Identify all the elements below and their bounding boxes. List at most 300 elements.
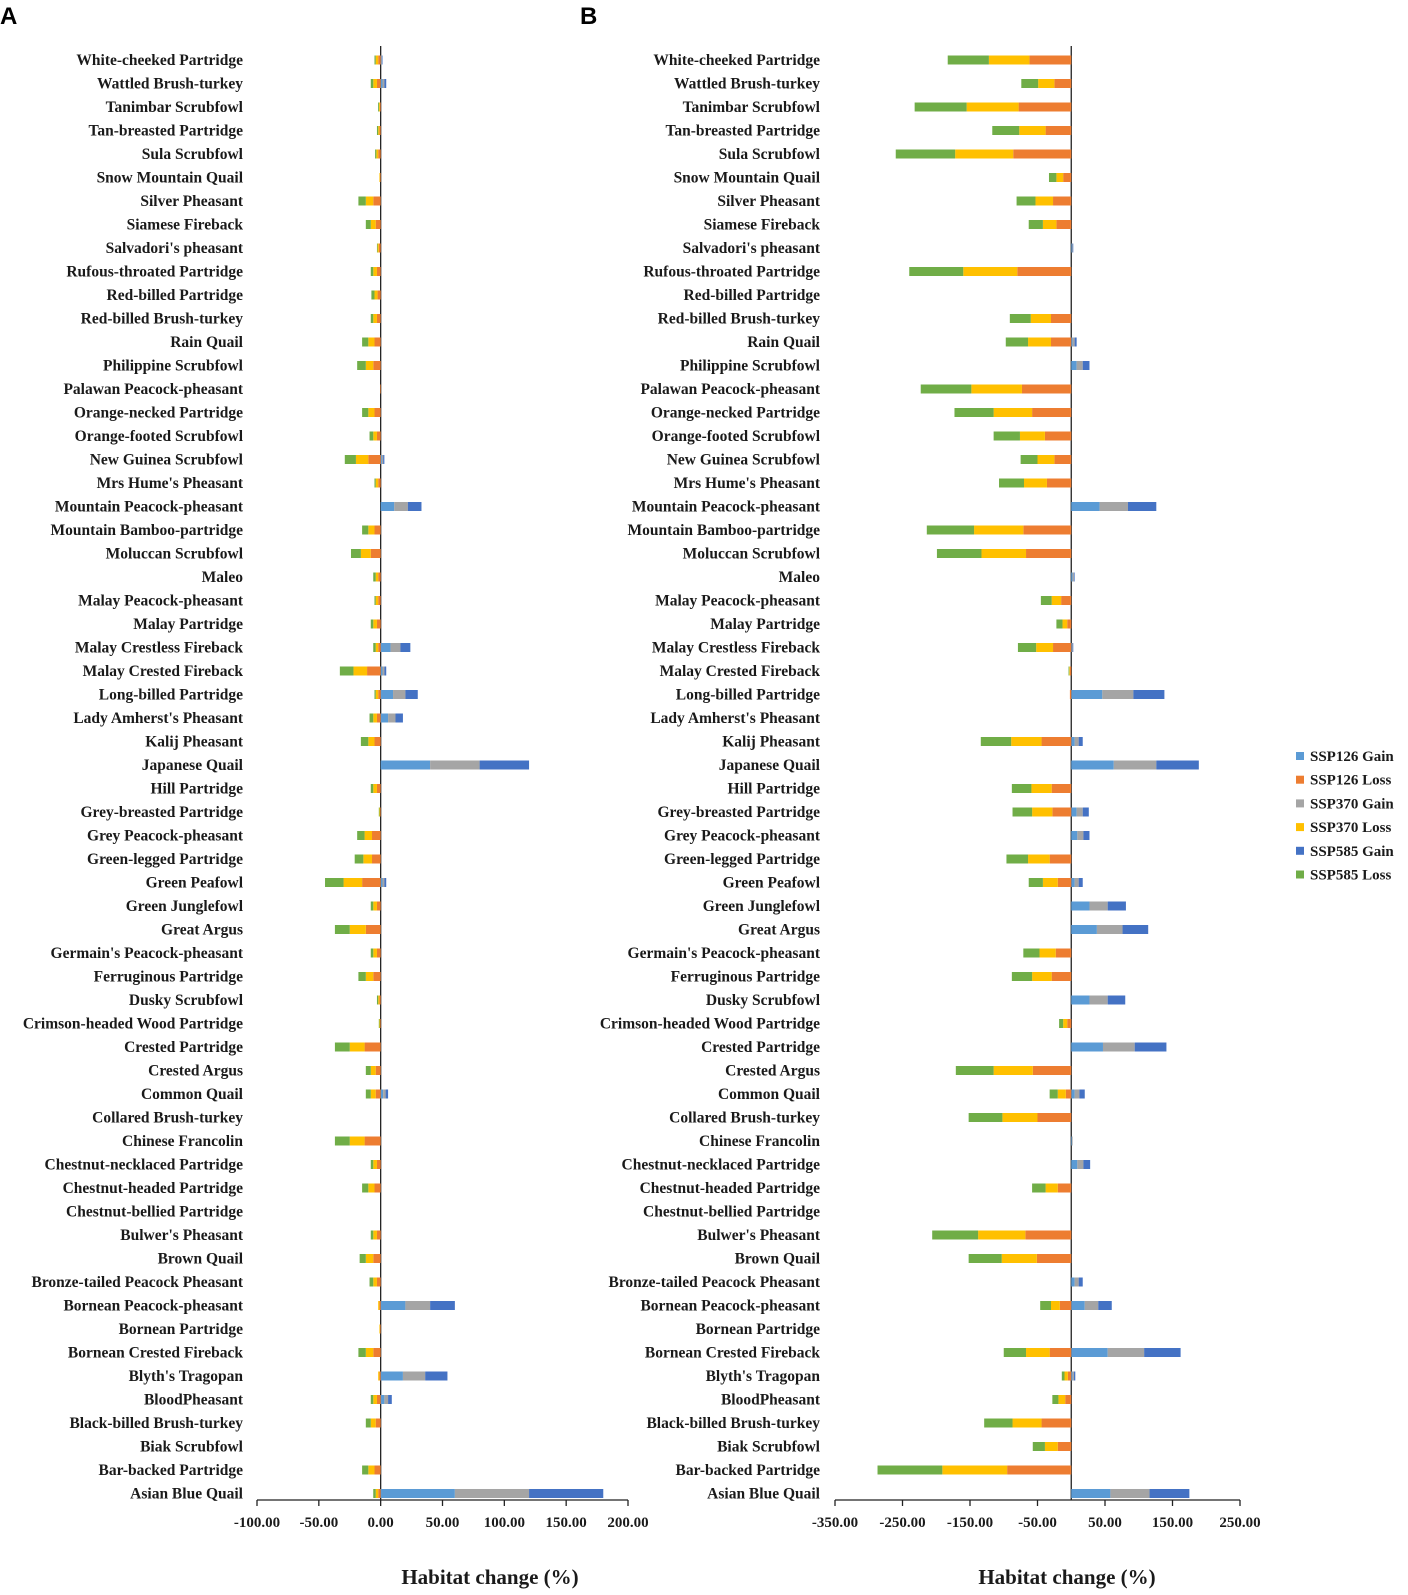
- category-label: Kalij Pheasant: [722, 733, 820, 751]
- category-label: Hill Partridge: [727, 780, 820, 798]
- bar-segment-ssp126-loss: [379, 126, 380, 135]
- bar-segment-ssp585-gain: [382, 56, 383, 65]
- bar-segment-ssp585-loss: [358, 197, 365, 206]
- bar-segment-ssp126-loss: [1037, 1254, 1071, 1263]
- bar-segment-ssp126-gain: [381, 878, 383, 887]
- category-label: Bulwer's Pheasant: [120, 1227, 243, 1244]
- category-label: Sula Scrubfowl: [141, 146, 243, 163]
- bar-segment-ssp126-gain: [1071, 643, 1072, 652]
- bar-segment-ssp585-loss: [1021, 455, 1038, 464]
- bar-segment-ssp370-loss: [378, 126, 379, 135]
- bar-segment-ssp370-loss: [350, 1043, 365, 1052]
- bar-segment-ssp126-gain: [1071, 878, 1074, 887]
- bar-segment-ssp585-loss: [360, 1254, 366, 1263]
- category-label: Bar-backed Partridge: [98, 1462, 243, 1479]
- bar-segment-ssp585-gain: [425, 1372, 447, 1381]
- bar-segment-ssp370-loss: [368, 338, 374, 347]
- bar-segment-ssp585-loss: [954, 408, 993, 417]
- category-label: Grey Peacock-pheasant: [87, 827, 243, 845]
- category-label: Malay Crestless Fireback: [74, 639, 243, 657]
- bar-segment-ssp370-gain: [1075, 1090, 1080, 1099]
- bar-segment-ssp585-gain: [388, 1395, 392, 1404]
- bar-segment-ssp126-loss: [1065, 1395, 1071, 1404]
- bar-segment-ssp370-loss: [974, 526, 1023, 535]
- category-label: Crimson-headed Wood Partridge: [22, 1015, 243, 1033]
- category-label: Green Junglefowl: [125, 898, 243, 915]
- bar-segment-ssp370-loss: [1028, 338, 1051, 347]
- x-tick-label: -150.00: [946, 1515, 994, 1531]
- bar-segment-ssp585-gain: [1079, 878, 1083, 887]
- bar-segment-ssp370-gain: [384, 1395, 388, 1404]
- category-label: Chestnut-bellied Partridge: [66, 1203, 243, 1221]
- bar-segment-ssp126-gain: [1071, 808, 1076, 817]
- bar-segment-ssp585-gain: [1128, 502, 1156, 511]
- category-label: Chestnut-headed Partridge: [62, 1180, 243, 1197]
- category-label: Moluccan Scrubfowl: [682, 545, 820, 563]
- bar-segment-ssp585-loss: [366, 1066, 371, 1075]
- bar-segment-ssp370-loss: [1040, 949, 1056, 958]
- category-label: Grey-breasted Partridge: [80, 804, 243, 821]
- bar-segment-ssp370-loss: [376, 690, 378, 699]
- bar-segment-ssp585-loss: [335, 1137, 350, 1146]
- bar-segment-ssp126-loss: [379, 1301, 380, 1310]
- bar-segment-ssp126-loss: [1025, 1231, 1071, 1240]
- bar-segment-ssp126-gain: [1071, 338, 1072, 347]
- bar-segment-ssp370-loss: [373, 620, 377, 629]
- category-label: Siamese Fireback: [703, 216, 820, 234]
- bar-segment-ssp585-gain: [1075, 338, 1077, 347]
- bar-segment-ssp585-loss: [948, 56, 989, 65]
- bar-segment-ssp126-loss: [378, 479, 380, 488]
- bar-segment-ssp585-loss: [1018, 643, 1036, 652]
- bar-segment-ssp370-loss: [379, 173, 380, 182]
- category-label: Bronze-tailed Peacock Pheasant: [31, 1274, 243, 1291]
- bar-segment-ssp370-loss: [942, 1466, 1007, 1475]
- bar-segment-ssp126-loss: [374, 526, 380, 535]
- bar-segment-ssp126-gain: [1071, 502, 1099, 511]
- category-label: Chinese Francolin: [122, 1133, 243, 1150]
- bar-segment-ssp585-gain: [1098, 1301, 1112, 1310]
- bar-segment-ssp370-loss: [1035, 197, 1053, 206]
- bar-segment-ssp370-gain: [1089, 902, 1107, 911]
- panel-b-chart: [580, 3, 1261, 1589]
- bar-segment-ssp585-loss: [371, 620, 373, 629]
- bar-segment-ssp370-gain: [1072, 1137, 1073, 1146]
- category-label: Long-billed Partridge: [675, 686, 820, 704]
- bar-segment-ssp370-loss: [963, 267, 1017, 276]
- bar-segment-ssp370-loss: [371, 1066, 376, 1075]
- bar-segment-ssp370-gain: [382, 455, 383, 464]
- bar-segment-ssp585-loss: [1012, 784, 1032, 793]
- bar-segment-ssp126-loss: [377, 1160, 381, 1169]
- bar-segment-ssp585-gain: [1083, 361, 1090, 370]
- bar-segment-ssp126-loss: [1052, 808, 1071, 817]
- bar-segment-ssp585-gain: [1150, 1489, 1190, 1498]
- bar-segment-ssp126-loss: [1068, 1372, 1071, 1381]
- category-label: Wattled Brush-turkey: [97, 75, 243, 93]
- legend-label: SSP585 Loss: [1310, 867, 1392, 884]
- bar-segment-ssp126-loss: [1060, 1301, 1071, 1310]
- bar-segment-ssp126-gain: [381, 56, 382, 65]
- bar-segment-ssp585-loss: [371, 79, 373, 88]
- bar-segment-ssp370-loss: [376, 150, 378, 159]
- bar-segment-ssp370-loss: [373, 79, 377, 88]
- x-tick-label: 50.00: [1088, 1515, 1122, 1531]
- bar-segment-ssp370-loss: [373, 1160, 377, 1169]
- x-tick-label: 50.00: [425, 1515, 460, 1531]
- category-label: BloodPheasant: [143, 1391, 243, 1409]
- bar-segment-ssp585-gain: [396, 714, 403, 723]
- category-label: Great Argus: [738, 921, 820, 939]
- bar-segment-ssp585-loss: [371, 1395, 373, 1404]
- category-label: Bornean Peacock-pheasant: [640, 1297, 820, 1315]
- bar-segment-ssp370-loss: [371, 220, 376, 229]
- bar-segment-ssp370-loss: [955, 150, 1013, 159]
- bar-segment-ssp126-gain: [1071, 902, 1089, 911]
- bar-segment-ssp126-loss: [1026, 549, 1071, 558]
- bar-segment-ssp370-loss: [1051, 1301, 1060, 1310]
- bar-segment-ssp126-loss: [378, 150, 380, 159]
- x-tick-label: 150.00: [1151, 1515, 1194, 1531]
- bar-segment-ssp370-loss: [379, 1325, 380, 1334]
- panel-letter: A: [0, 3, 18, 30]
- category-label: Sula Scrubfowl: [718, 146, 820, 163]
- bar-segment-ssp126-loss: [377, 432, 381, 441]
- bar-segment-ssp370-loss: [373, 1231, 377, 1240]
- bar-segment-ssp585-loss: [375, 150, 376, 159]
- category-label: Ferruginous Partridge: [670, 968, 820, 986]
- bar-segment-ssp370-loss: [1063, 1019, 1067, 1028]
- legend-swatch: [1296, 823, 1304, 831]
- bar-segment-ssp585-loss: [366, 1090, 371, 1099]
- bar-segment-ssp370-loss: [378, 1372, 379, 1381]
- bar-segment-ssp585-gain: [430, 1301, 455, 1310]
- category-label: Green-legged Partridge: [87, 851, 243, 868]
- category-label: Grey Peacock-pheasant: [664, 827, 820, 845]
- bar-segment-ssp126-loss: [373, 1348, 380, 1357]
- category-label: Germain's Peacock-pheasant: [627, 945, 820, 962]
- bar-segment-ssp126-loss: [374, 1184, 380, 1193]
- bar-segment-ssp126-gain: [381, 761, 430, 770]
- category-label: Black-billed Brush-turkey: [69, 1415, 243, 1432]
- bar-segment-ssp126-loss: [1023, 526, 1071, 535]
- bar-segment-ssp126-loss: [1042, 1419, 1072, 1428]
- bar-segment-ssp585-loss: [366, 1419, 371, 1428]
- category-label: Germain's Peacock-pheasant: [50, 945, 243, 962]
- bar-segment-ssp126-loss: [377, 1231, 381, 1240]
- bar-segment-ssp370-loss: [366, 1348, 373, 1357]
- category-label: Tanimbar Scrubfowl: [682, 99, 820, 116]
- bar-segment-ssp126-loss: [1056, 220, 1071, 229]
- bar-segment-ssp126-gain: [381, 455, 382, 464]
- bar-segment-ssp126-loss: [378, 690, 380, 699]
- category-label: Lady Amherst's Pheasant: [650, 710, 820, 727]
- bar-segment-ssp126-loss: [1045, 432, 1071, 441]
- bar-segment-ssp585-loss: [345, 455, 356, 464]
- bar-segment-ssp126-loss: [1022, 385, 1071, 394]
- category-label: New Guinea Scrubfowl: [89, 451, 243, 469]
- x-tick-label: -350.00: [811, 1515, 859, 1531]
- legend-label: SSP126 Gain: [1310, 749, 1394, 765]
- bar-segment-ssp370-loss: [967, 103, 1019, 112]
- bar-segment-ssp585-gain: [529, 1489, 603, 1498]
- bar-segment-ssp585-loss: [371, 1160, 373, 1169]
- x-tick-label: 0.00: [367, 1515, 394, 1531]
- bar-segment-ssp126-gain: [381, 1301, 406, 1310]
- bar-segment-ssp370-gain: [1110, 1489, 1149, 1498]
- category-label: Asian Blue Quail: [707, 1485, 820, 1503]
- bar-segment-ssp370-gain: [1077, 361, 1083, 370]
- bar-segment-ssp370-loss: [1043, 878, 1058, 887]
- bar-segment-ssp585-loss: [335, 925, 350, 934]
- category-label: Chestnut-necklaced Partridge: [44, 1156, 243, 1174]
- bar-segment-ssp370-loss: [376, 596, 378, 605]
- bar-segment-ssp126-loss: [378, 573, 380, 582]
- bar-segment-ssp585-loss: [351, 549, 361, 558]
- bar-segment-ssp585-loss: [878, 1466, 943, 1475]
- bar-segment-ssp126-loss: [1051, 314, 1071, 323]
- bar-segment-ssp126-loss: [366, 925, 381, 934]
- bar-segment-ssp370-gain: [381, 56, 382, 65]
- bar-segment-ssp126-loss: [377, 267, 381, 276]
- category-label: Crested Partridge: [701, 1039, 820, 1056]
- bar-segment-ssp585-loss: [1040, 1301, 1051, 1310]
- bar-segment-ssp370-loss: [376, 643, 378, 652]
- bar-segment-ssp370-loss: [1038, 79, 1054, 88]
- bar-segment-ssp585-loss: [335, 1043, 350, 1052]
- category-label: Biak Scrubfowl: [717, 1438, 820, 1456]
- bar-segment-ssp370-loss: [350, 1137, 365, 1146]
- bar-segment-ssp126-loss: [1053, 643, 1071, 652]
- bar-segment-ssp126-loss: [378, 56, 380, 65]
- category-label: Philippine Scrubfowl: [680, 357, 820, 375]
- bar-segment-ssp370-loss: [378, 244, 379, 253]
- bar-segment-ssp370-loss: [1031, 784, 1051, 793]
- bar-segment-ssp585-loss: [340, 667, 354, 676]
- category-label: Moluccan Scrubfowl: [105, 545, 243, 563]
- bar-segment-ssp370-gain: [455, 1489, 529, 1498]
- bar-segment-ssp370-loss: [363, 855, 372, 864]
- bar-segment-ssp126-loss: [1050, 855, 1072, 864]
- bar-segment-ssp126-gain: [1071, 831, 1077, 840]
- bar-segment-ssp585-loss: [1006, 338, 1028, 347]
- category-label: Collared Brush-turkey: [92, 1109, 243, 1127]
- legend-swatch: [1296, 752, 1304, 760]
- bar-segment-ssp126-gain: [1071, 1043, 1103, 1052]
- legend-swatch: [1296, 871, 1304, 879]
- bar-segment-ssp585-loss: [969, 1113, 1003, 1122]
- bar-segment-ssp126-loss: [378, 643, 380, 652]
- bar-segment-ssp126-loss: [1052, 784, 1072, 793]
- bar-segment-ssp126-loss: [379, 244, 381, 253]
- category-label: Red-billed Partridge: [106, 287, 243, 304]
- bar-segment-ssp370-gain: [1103, 1043, 1135, 1052]
- bar-segment-ssp370-loss: [1031, 314, 1051, 323]
- bar-segment-ssp585-loss: [371, 902, 373, 911]
- bar-segment-ssp370-loss: [373, 1278, 377, 1287]
- bar-segment-ssp585-loss: [1052, 1395, 1058, 1404]
- bar-segment-ssp370-loss: [978, 1231, 1025, 1240]
- bar-segment-ssp126-gain: [1071, 361, 1076, 370]
- bar-segment-ssp585-gain: [1123, 925, 1149, 934]
- bar-segment-ssp126-loss: [378, 596, 380, 605]
- bar-segment-ssp370-gain: [383, 667, 385, 676]
- bar-segment-ssp370-gain: [1075, 737, 1079, 746]
- bar-segment-ssp126-loss: [377, 314, 381, 323]
- category-label: Asian Blue Quail: [130, 1485, 243, 1503]
- bar-segment-ssp370-loss: [994, 1066, 1033, 1075]
- bar-segment-ssp585-gain: [1074, 1372, 1075, 1381]
- bar-segment-ssp370-gain: [430, 761, 479, 770]
- bar-segment-ssp126-loss: [380, 103, 381, 112]
- category-label: Siamese Fireback: [126, 216, 243, 234]
- bar-segment-ssp585-loss: [370, 432, 374, 441]
- category-label: Rufous-throated Partridge: [643, 263, 820, 281]
- bar-segment-ssp585-loss: [358, 972, 365, 981]
- bar-segment-ssp126-loss: [1058, 1184, 1072, 1193]
- bar-segment-ssp585-loss: [932, 1231, 978, 1240]
- bar-segment-ssp585-gain: [1083, 808, 1089, 817]
- bar-segment-ssp126-loss: [1032, 408, 1071, 417]
- bar-segment-ssp585-gain: [1108, 902, 1126, 911]
- bar-segment-ssp126-loss: [1038, 1113, 1072, 1122]
- bar-segment-ssp126-loss: [1019, 103, 1072, 112]
- bar-segment-ssp126-loss: [376, 220, 381, 229]
- category-label: Snow Mountain Quail: [96, 169, 243, 187]
- x-tick-label: 250.00: [1219, 1515, 1261, 1531]
- bar-segment-ssp126-gain: [1071, 925, 1097, 934]
- bar-segment-ssp126-loss: [1042, 737, 1072, 746]
- category-label: Malay Partridge: [710, 616, 820, 633]
- bar-segment-ssp370-loss: [368, 737, 374, 746]
- bar-segment-ssp370-gain: [1100, 502, 1128, 511]
- category-label: Mrs Hume's Pheasant: [96, 475, 243, 492]
- bar-segment-ssp126-loss: [377, 714, 381, 723]
- bar-segment-ssp585-loss: [374, 479, 375, 488]
- category-label: Common Quail: [717, 1086, 820, 1103]
- bar-segment-ssp126-loss: [1054, 455, 1071, 464]
- category-label: Great Argus: [161, 921, 243, 939]
- legend-label: SSP370 Loss: [1310, 820, 1392, 837]
- x-tick-label: -100.00: [233, 1515, 281, 1531]
- bar-segment-ssp370-loss: [1038, 455, 1055, 464]
- bar-segment-ssp370-loss: [368, 408, 374, 417]
- category-label: Japanese Quail: [718, 757, 820, 774]
- bar-segment-ssp370-loss: [373, 1395, 377, 1404]
- category-label: Philippine Scrubfowl: [103, 357, 243, 375]
- category-label: Salvadori's pheasant: [682, 240, 820, 257]
- category-label: Biak Scrubfowl: [140, 1438, 243, 1456]
- bar-segment-ssp126-gain: [1071, 244, 1072, 253]
- bar-segment-ssp585-loss: [370, 1278, 374, 1287]
- bar-segment-ssp370-loss: [1052, 596, 1061, 605]
- legend-label: SSP585 Gain: [1310, 843, 1394, 860]
- bar-segment-ssp370-loss: [1028, 855, 1050, 864]
- bar-segment-ssp126-gain: [381, 667, 383, 676]
- x-tick-label: 200.00: [607, 1515, 649, 1531]
- category-label: Dusky Scrubfowl: [705, 992, 820, 1009]
- category-label: Wattled Brush-turkey: [674, 75, 820, 93]
- bar-segment-ssp126-loss: [380, 1019, 381, 1028]
- bar-segment-ssp370-loss: [1058, 1090, 1066, 1099]
- x-axis-title: Habitat change (%): [978, 1565, 1156, 1589]
- bar-segment-ssp585-loss: [366, 220, 371, 229]
- bar-segment-ssp126-gain: [381, 79, 383, 88]
- category-label: Rain Quail: [170, 334, 243, 351]
- bar-segment-ssp370-loss: [1062, 620, 1067, 629]
- bar-segment-ssp126-loss: [367, 667, 381, 676]
- category-label: Malay Crested Fireback: [659, 663, 820, 680]
- bar-segment-ssp370-gain: [1097, 925, 1123, 934]
- category-label: Chestnut-headed Partridge: [639, 1180, 820, 1197]
- bar-segment-ssp370-loss: [1002, 1113, 1037, 1122]
- category-label: Mountain Bamboo-partridge: [50, 522, 243, 539]
- bar-segment-ssp585-loss: [1004, 1348, 1026, 1357]
- bar-segment-ssp126-loss: [380, 1325, 381, 1334]
- bar-segment-ssp585-loss: [378, 103, 379, 112]
- category-label: Blyth's Tragopan: [128, 1368, 243, 1385]
- bar-segment-ssp370-loss: [353, 667, 367, 676]
- category-label: BloodPheasant: [720, 1391, 820, 1409]
- bar-segment-ssp585-loss: [1033, 1442, 1045, 1451]
- bar-segment-ssp585-loss: [1062, 1372, 1065, 1381]
- category-label: Dusky Scrubfowl: [128, 992, 243, 1009]
- bar-segment-ssp370-loss: [350, 925, 366, 934]
- bar-segment-ssp126-loss: [372, 831, 381, 840]
- bar-segment-ssp126-loss: [1066, 1090, 1071, 1099]
- bar-segment-ssp585-loss: [1021, 79, 1038, 88]
- bar-segment-ssp370-gain: [1077, 831, 1083, 840]
- category-label: Malay Peacock-pheasant: [78, 592, 243, 610]
- category-label: Red-billed Brush-turkey: [657, 310, 820, 328]
- bar-segment-ssp126-gain: [1071, 1489, 1110, 1498]
- bar-segment-ssp370-gain: [1072, 643, 1073, 652]
- legend-swatch: [1296, 776, 1304, 784]
- category-label: Maleo: [778, 569, 820, 586]
- bar-segment-ssp585-gain: [408, 502, 422, 511]
- bar-segment-ssp370-gain: [1073, 1372, 1074, 1381]
- bar-segment-ssp370-loss: [1011, 737, 1041, 746]
- bar-segment-ssp585-loss: [362, 338, 368, 347]
- x-tick-label: 150.00: [545, 1515, 587, 1531]
- bar-segment-ssp585-gain: [1079, 737, 1083, 746]
- bar-segment-ssp126-loss: [1050, 1348, 1072, 1357]
- bar-segment-ssp585-loss: [1013, 808, 1033, 817]
- category-label: Hill Partridge: [150, 780, 243, 798]
- bar-segment-ssp585-loss: [373, 643, 375, 652]
- category-label: Chestnut-bellied Partridge: [643, 1203, 820, 1221]
- bar-segment-ssp585-gain: [384, 878, 386, 887]
- x-tick-label: -50.00: [299, 1515, 339, 1531]
- category-label: Orange-footed Scrubfowl: [651, 428, 820, 445]
- category-label: Collared Brush-turkey: [669, 1109, 820, 1127]
- bar-segment-ssp585-loss: [355, 855, 364, 864]
- category-label: Tanimbar Scrubfowl: [105, 99, 243, 116]
- bar-segment-ssp370-loss: [1046, 1184, 1058, 1193]
- legend-label: SSP370 Gain: [1310, 796, 1394, 813]
- bar-segment-ssp585-loss: [362, 408, 368, 417]
- category-label: Lady Amherst's Pheasant: [73, 710, 243, 727]
- chart-legend: [1296, 749, 1394, 884]
- bar-segment-ssp126-loss: [1058, 878, 1072, 887]
- bar-segment-ssp585-gain: [400, 643, 410, 652]
- bar-segment-ssp585-loss: [981, 737, 1011, 746]
- bar-segment-ssp585-loss: [377, 126, 378, 135]
- bar-segment-ssp585-loss: [1012, 972, 1032, 981]
- bar-segment-ssp126-loss: [1033, 1066, 1071, 1075]
- bar-segment-ssp126-loss: [1029, 56, 1071, 65]
- bar-segment-ssp370-loss: [373, 267, 377, 276]
